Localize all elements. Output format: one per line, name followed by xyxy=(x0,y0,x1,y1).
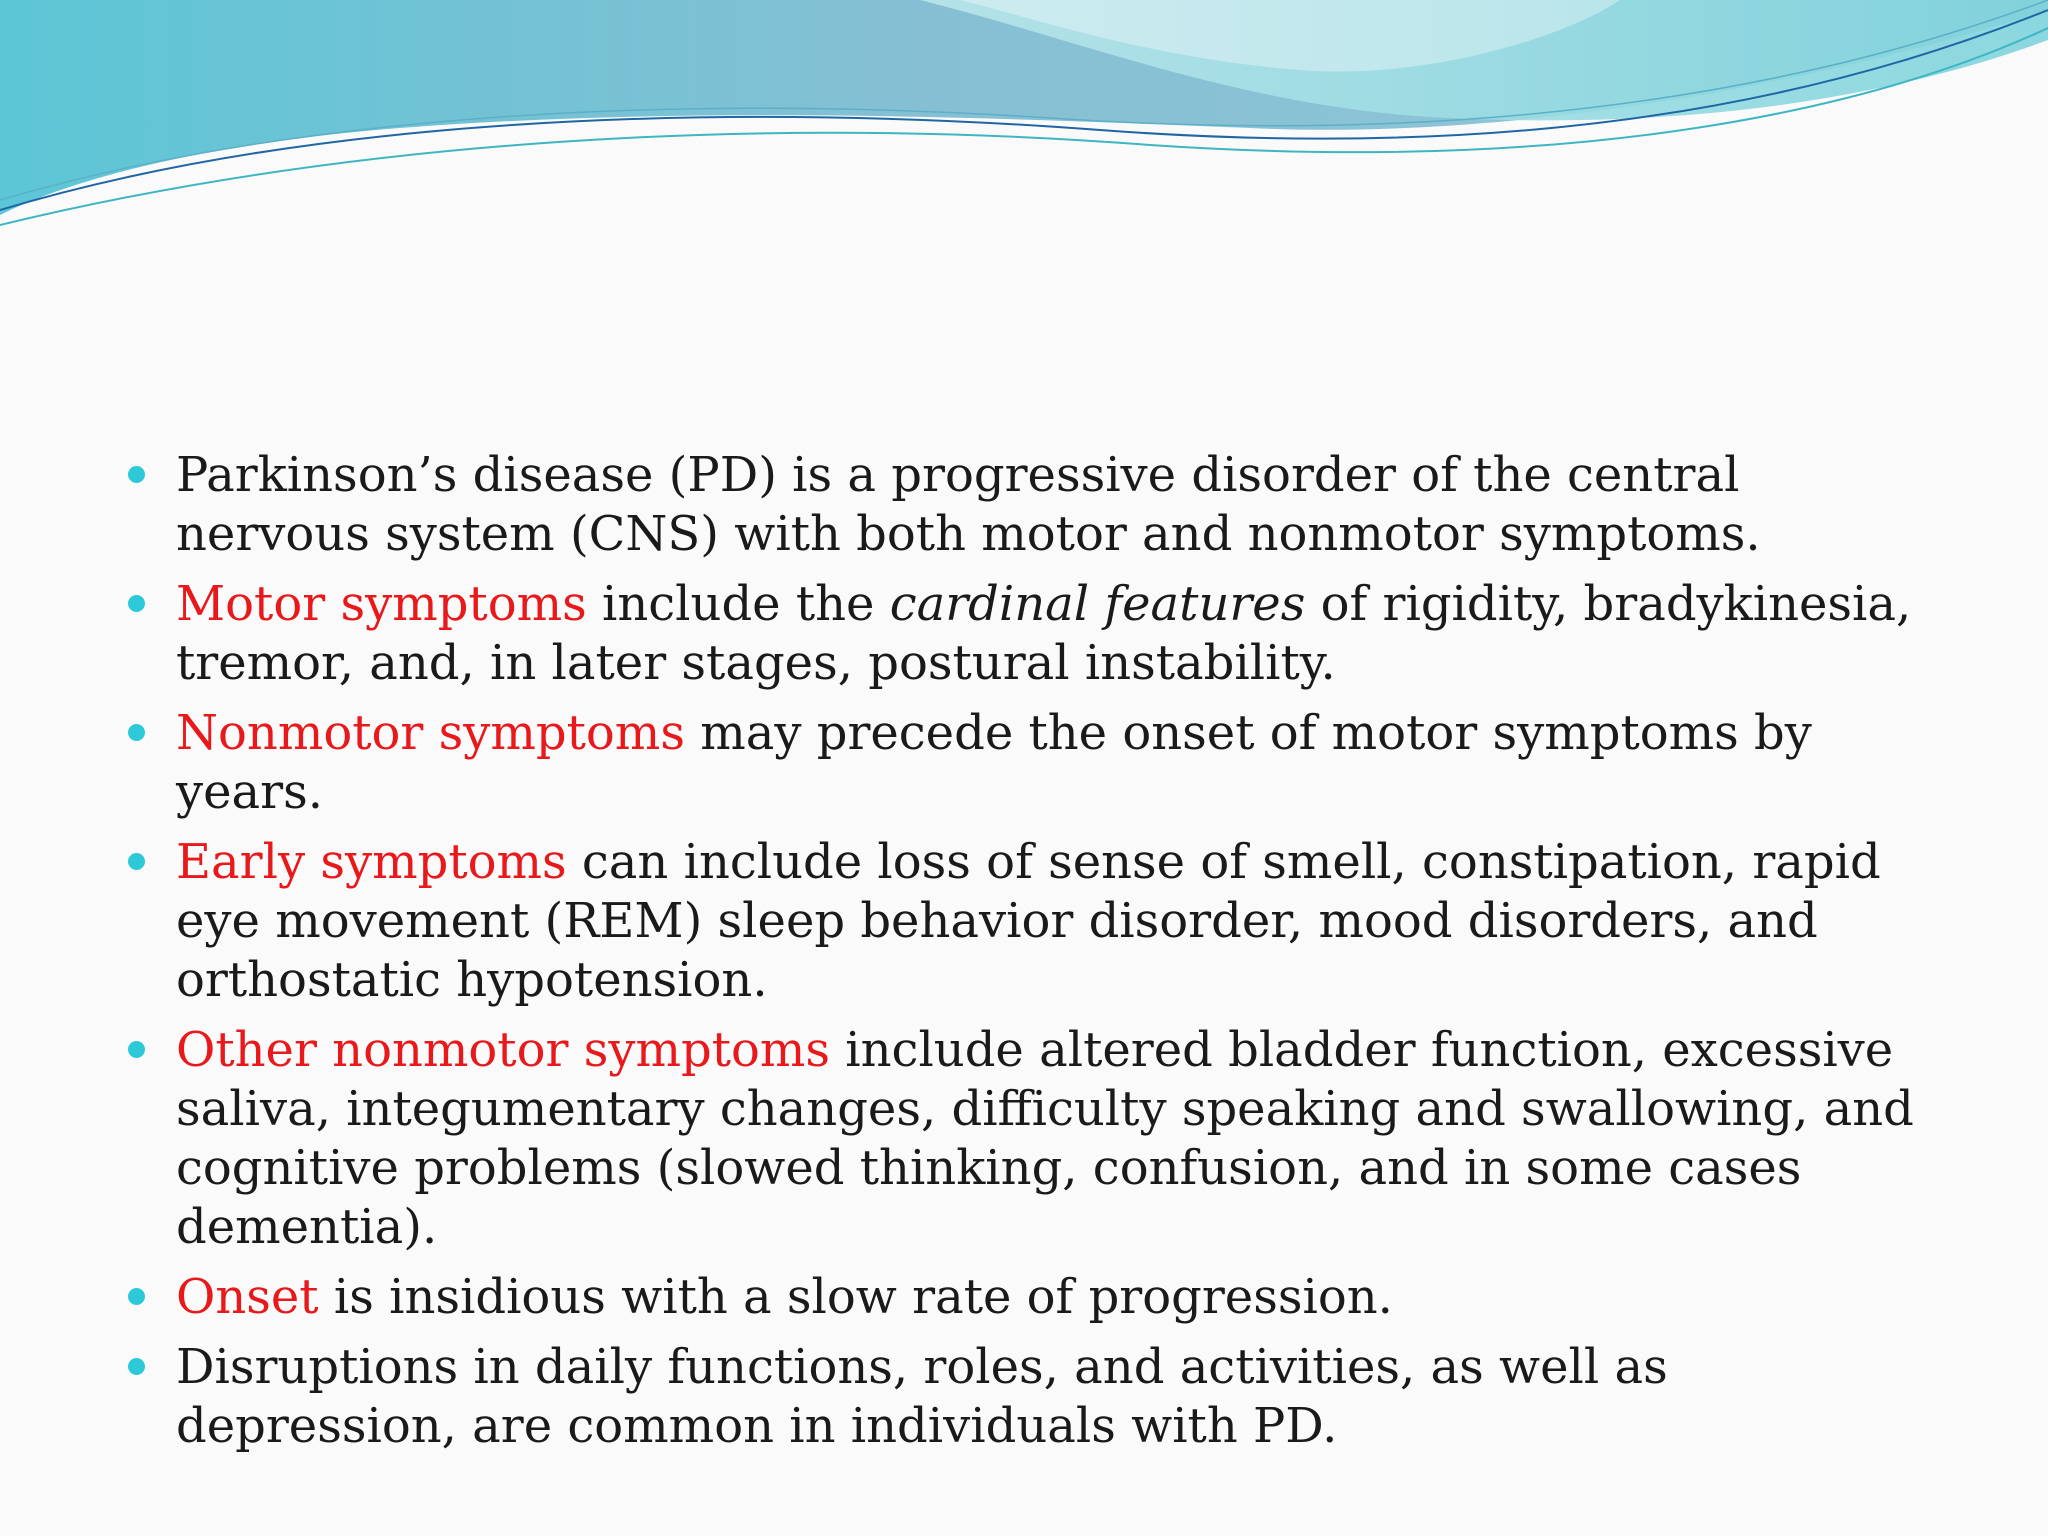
bullet-item-disruptions xyxy=(128,1338,1928,1456)
bullet-dot-icon xyxy=(128,1358,145,1375)
bullet-item-motor-symptoms xyxy=(128,575,1928,693)
bullet-item-other-nonmotor-symptoms xyxy=(128,1021,1928,1257)
header-wave-decoration xyxy=(0,0,2048,260)
bullet-emphasis: cardinal features xyxy=(889,576,1306,632)
bullet-text: is insidious with a slow rate of progression. xyxy=(318,1269,1393,1325)
bullet-text: Disruptions in daily functions, roles, and activities, as well as depression, are common in individuals with PD. xyxy=(176,1339,1668,1454)
bullet-dot-icon xyxy=(128,724,145,741)
bullet-list xyxy=(128,446,1928,1456)
bullet-dot-icon xyxy=(128,466,145,483)
bullet-text: include altered bladder function, excessive saliva, integumentary changes, difficulty speaking and swallowing, and cognitive problems (slowed thinking, confusion, and in some cases dementia). xyxy=(176,1022,1914,1255)
bullet-lead-term: Other nonmotor symptoms xyxy=(176,1022,831,1078)
bullet-item-onset xyxy=(128,1268,1928,1327)
bullet-text: include the xyxy=(586,576,890,632)
bullet-lead-term: Nonmotor symptoms xyxy=(176,705,685,761)
bullet-text: may precede the onset of motor symptoms by years. xyxy=(176,705,1812,820)
bullet-text: can include loss of sense of smell, constipation, rapid eye movement (REM) sleep behavior disorder, mood disorders, and orthostatic hypotension. xyxy=(176,834,1881,1008)
bullet-dot-icon xyxy=(128,595,145,612)
bullet-text: Parkinson’s disease (PD) is a progressive disorder of the central nervous system (CNS) with both motor and nonmotor symptoms. xyxy=(176,447,1761,562)
bullet-dot-icon xyxy=(128,1288,145,1305)
bullet-item-nonmotor-symptoms xyxy=(128,704,1928,822)
bullet-lead-term: Motor symptoms xyxy=(176,576,587,632)
bullet-lead-term: Onset xyxy=(176,1269,319,1325)
bullet-text: of rigidity, bradykinesia, tremor, and, in later stages, postural instability. xyxy=(176,576,1912,691)
bullet-dot-icon xyxy=(128,853,145,870)
bullet-item-early-symptoms xyxy=(128,833,1928,1010)
bullet-lead-term: Early symptoms xyxy=(176,834,567,890)
bullet-dot-icon xyxy=(128,1041,145,1058)
bullet-item-pd-definition xyxy=(128,446,1928,564)
slide-content xyxy=(128,446,1928,1467)
